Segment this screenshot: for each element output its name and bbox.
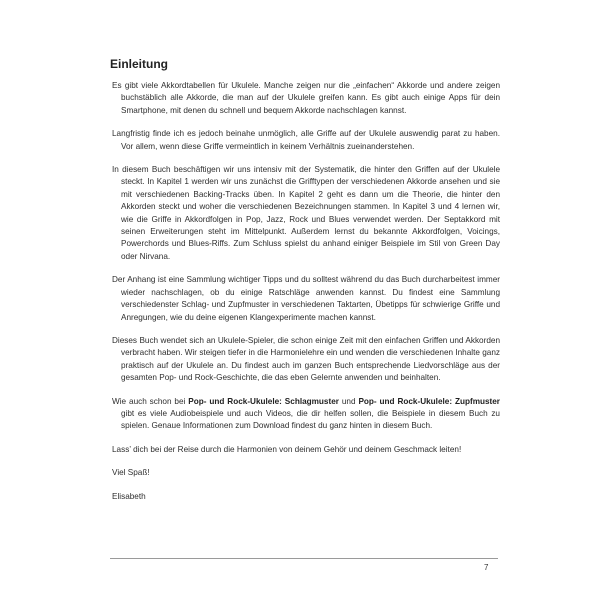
paragraph-6-text-3: gibt es viele Audiobeispiele und auch Videos, die dir helfen sollen, die Beispiele in diesem Buch zu spielen. Genaue Informationen zum Download findest du ganz hinten in diesem Buch. bbox=[121, 408, 500, 431]
paragraph-6-text-1: Wie auch schon bei bbox=[112, 396, 189, 406]
book-title-schlagmuster: Pop- und Rock-Ukulele: Schlagmuster bbox=[188, 396, 339, 406]
paragraph-5: Dieses Buch wendet sich an Ukulele-Spieler, die schon einige Zeit mit den einfachen Griffen und Akkorden verbracht haben. Wir steigen tiefer in die Harmonielehre ein und wenden die verschiedenen Inhalte ganz praktisch auf der Ukulele an. Du findest auch im ganzen Buch entsprechende Liedvorschläge aus der gesamten Pop- und Rock-Geschichte, die das eben Gelernte anwenden und beinhalten. bbox=[112, 335, 500, 383]
section-heading: Einleitung bbox=[110, 57, 168, 71]
book-title-zupfmuster: Pop- und Rock-Ukulele: Zupfmuster bbox=[358, 396, 500, 406]
paragraph-2: Langfristig finde ich es jedoch beinahe unmöglich, alle Griffe auf der Ukulele auswendig parat zu haben. Vor allem, wenn diese Griffe vermeintlich in keinem Verhältnis zueinanderstehen. bbox=[112, 129, 500, 151]
footer-divider bbox=[110, 558, 498, 559]
paragraph-7: Lass’ dich bei der Reise durch die Harmonien von deinem Gehör und deinem Geschmack leiten! bbox=[112, 444, 462, 454]
signature: Elisabeth bbox=[112, 491, 146, 501]
closing-line: Viel Spaß! bbox=[112, 468, 150, 478]
paragraph-1: Es gibt viele Akkordtabellen für Ukulele. Manche zeigen nur die „einfachen“ Akkorde und andere zeigen buchstäblich alle Akkorde, die man auf der Ukulele greifen kann. Es gibt auch einige Apps für dein Smartphone, mit denen du schnell und bequem Akkorde nachschlagen kannst. bbox=[112, 81, 500, 115]
paragraph-3: In diesem Buch beschäftigen wir uns intensiv mit der Systematik, die hinter den Griffen auf der Ukulele steckt. In Kapitel 1 werden wir uns zunächst die Grifftypen der verschiedenen Akkorde ansehen und sie mit verschiedenen Backing-Tracks üben. In Kapitel 2 geht es dann um die Theorie, die hinter den Akkorden steckt und woher die verschiedenen Bezeichnungen stammen. In Kapitel 3 und 4 lernen wir, wie die Griffe in Akkordfolgen in Pop, Jazz, Rock und Blues verwendet werden. Der Septakkord mit seinen Erweiterungen steht im Mittelpunkt. Außerdem lernst du bekannte Akkordfolgen, Voicings, Powerchords und Blues-Riffs. Zum Schluss spielst du anhand einiger Beispiele im Stil von Green Day oder Nirvana. bbox=[112, 165, 500, 261]
body-text bbox=[112, 80, 500, 514]
paragraph-6-text-2: und bbox=[338, 396, 359, 406]
paragraph-6 bbox=[112, 396, 500, 433]
paragraph-4: Der Anhang ist eine Sammlung wichtiger Tipps und du solltest während du das Buch durcharbeitest immer wieder nachschlagen, ob du einige Ratschläge anwenden kannst. Du findest eine Sammlung verschiedenster Schlag- und Zupfmuster in verschiedenen Taktarten, Übetipps für schwierige Griffe und Anregungen, wie du deine eigenen Klangexperimente machen kannst. bbox=[112, 275, 500, 322]
page-number: 7 bbox=[484, 563, 489, 572]
